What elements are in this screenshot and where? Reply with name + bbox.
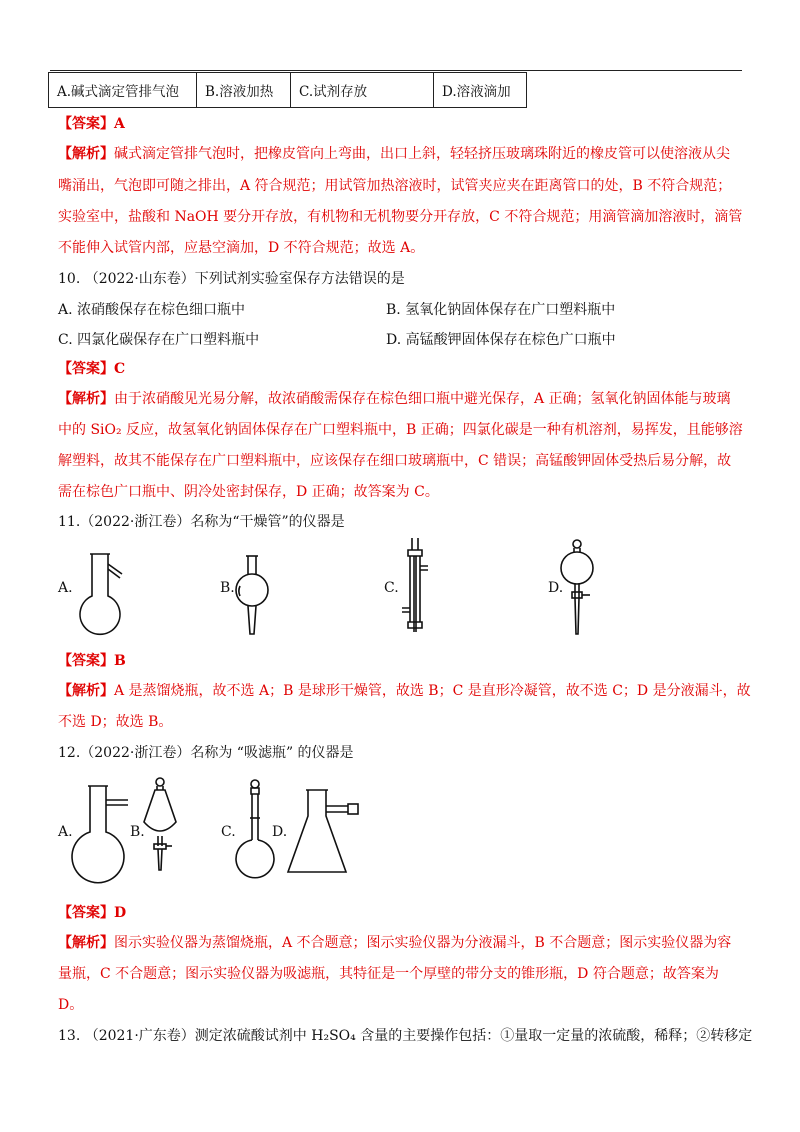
distillation-flask-icon xyxy=(68,780,132,880)
q11-label-c: C. xyxy=(384,580,399,596)
q11-stem: 11.（2022·浙江卷）名称为“干燥管”的仪器是 xyxy=(58,514,345,530)
q10-analysis-line: 解塑料，故其不能保存在广口塑料瓶中，应该保存在细口玻璃瓶中，C 错误；高锰酸钾固体受热后易分解，故 xyxy=(58,453,732,469)
q9-option-a: A.碱式滴定管排气泡 xyxy=(49,73,197,108)
q9-option-b: B.溶液加热 xyxy=(197,73,291,108)
q9-analysis-line: 不能伸入试管内部，应悬空滴加，D 不符合规范；故选 A。 xyxy=(58,240,425,256)
q10-choice-a: A. 浓硝酸保存在棕色细口瓶中 xyxy=(58,302,246,318)
q10-choice-b: B. 氢氧化钠固体保存在广口塑料瓶中 xyxy=(386,302,616,318)
q12-analysis-line: D。 xyxy=(58,997,84,1013)
q11-analysis-line: 不选 D；故选 B。 xyxy=(58,714,173,730)
q11-label-b: B. xyxy=(220,580,235,596)
q13-stem: 13. （2021·广东卷）测定浓硫酸试剂中 H₂SO₄ 含量的主要操作包括：①量取一定量的浓硫酸，稀释；②转移定 xyxy=(58,1028,753,1044)
q10-analysis-line: 【解析】由于浓硝酸见光易分解，故浓硝酸需保存在棕色细口瓶中避光保存，A 正确；氢氧化钠固体能与玻璃 xyxy=(58,391,731,407)
q9-analysis-line: 嘴涌出，气泡即可随之排出，A 符合规范；用试管加热溶液时，试管夹应夹在距离管口的处，B 不符合规范； xyxy=(58,178,732,194)
q10-analysis-line: 需在棕色广口瓶中、阴冷处密封保存，D 正确；故答案为 C。 xyxy=(58,484,439,500)
q12-label-c: C. xyxy=(221,824,236,840)
q12-stem: 12.（2022·浙江卷）名称为 “吸滤瓶” 的仪器是 xyxy=(58,745,354,761)
q9-option-d: D.溶液滴加 xyxy=(434,73,527,108)
suction-flask-icon xyxy=(286,786,366,878)
distillation-flask-icon xyxy=(70,548,130,640)
condenser-icon xyxy=(398,536,434,640)
q12-answer: 【答案】D xyxy=(58,905,127,921)
q11-answer: 【答案】B xyxy=(58,653,126,669)
q12-analysis-line: 【解析】图示实验仪器为蒸馏烧瓶，A 不合题意；图示实验仪器为分液漏斗，B 不合题意；图示实验仪器为容 xyxy=(58,935,732,951)
q11-analysis-line: 【解析】A 是蒸馏烧瓶，故不选 A；B 是球形干燥管，故选 B；C 是直形冷凝管，故不选 C；D 是分液漏斗，故 xyxy=(58,683,751,699)
q10-stem: 10. （2022·山东卷）下列试剂实验室保存方法错误的是 xyxy=(58,271,405,287)
top-rule xyxy=(50,70,742,71)
q9-analysis-line: 【解析】碱式滴定管排气泡时，把橡皮管向上弯曲，出口上斜，轻轻挤压玻璃珠附近的橡皮管可以使溶液从尖 xyxy=(58,146,730,162)
separatory-funnel-icon xyxy=(562,538,598,638)
q9-option-table xyxy=(48,72,527,108)
q9-answer: 【答案】A xyxy=(58,116,125,132)
q11-label-a: A. xyxy=(58,580,73,596)
q9-analysis-line: 实验室中，盐酸和 NaOH 要分开存放，有机物和无机物要分开存放，C 不符合规范；用滴管滴加溶液时，滴管 xyxy=(58,209,743,225)
q12-label-b: B. xyxy=(130,824,145,840)
q10-answer: 【答案】C xyxy=(58,361,126,377)
q12-analysis-line: 量瓶，C 不合题意；图示实验仪器为吸滤瓶，其特征是一个厚壁的带分支的锥形瓶，D 符合题意；故答案为 xyxy=(58,966,719,982)
q10-choice-d: D. 高锰酸钾固体保存在棕色广口瓶中 xyxy=(386,332,616,348)
q12-label-a: A. xyxy=(58,824,73,840)
q9-option-c: C.试剂存放 xyxy=(291,73,434,108)
drying-tube-icon xyxy=(232,552,272,640)
q10-analysis-line: 中的 SiO₂ 反应，故氢氧化钠固体保存在广口塑料瓶中，B 正确；四氯化碳是一种有机溶剂，易挥发，且能够溶 xyxy=(58,422,743,438)
separatory-funnel-icon xyxy=(140,776,180,874)
q10-choice-c: C. 四氯化碳保存在广口塑料瓶中 xyxy=(58,332,260,348)
q12-label-d: D. xyxy=(272,824,288,840)
q11-label-d: D. xyxy=(548,580,564,596)
